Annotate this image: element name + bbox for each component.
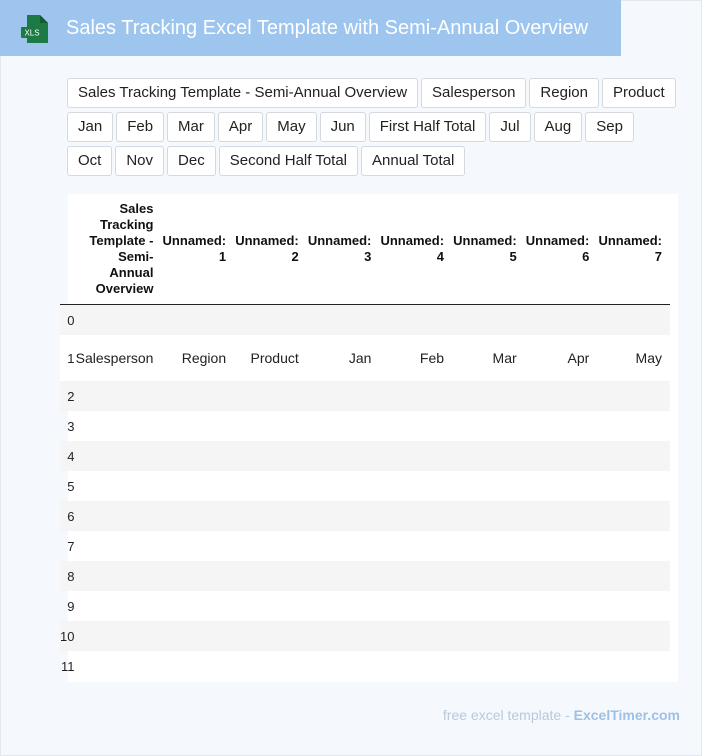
table-cell — [525, 531, 598, 561]
table-cell — [525, 561, 598, 591]
table-cell — [161, 621, 234, 651]
column-tag[interactable]: Sep — [585, 112, 634, 142]
table-cell — [379, 501, 452, 531]
page-header — [0, 0, 621, 56]
table-cell — [525, 621, 598, 651]
data-table — [60, 194, 670, 681]
table-row — [60, 411, 670, 441]
table-cell — [74, 381, 161, 411]
column-tag[interactable]: Second Half Total — [219, 146, 358, 176]
table-cell — [452, 305, 525, 336]
table-header-row — [60, 194, 670, 305]
table-cell — [307, 561, 380, 591]
row-index-cell: 4 — [60, 441, 74, 471]
table-cell — [379, 591, 452, 621]
table-cell — [74, 561, 161, 591]
table-cell — [161, 501, 234, 531]
column-header-cell: Unnamed: 6 — [525, 194, 598, 305]
table-cell: Salesperson — [74, 335, 161, 381]
table-cell — [307, 591, 380, 621]
row-index-cell: 8 — [60, 561, 74, 591]
table-cell — [452, 471, 525, 501]
table-cell — [452, 501, 525, 531]
table-row — [60, 471, 670, 501]
table-cell — [307, 305, 380, 336]
column-tag[interactable]: Salesperson — [421, 78, 526, 108]
table-cell: Product — [234, 335, 307, 381]
table-cell — [161, 441, 234, 471]
footer-brand-link[interactable]: ExcelTimer.com — [573, 707, 680, 723]
table-cell — [307, 651, 380, 681]
column-tag[interactable]: May — [266, 112, 316, 142]
column-tag[interactable]: Region — [529, 78, 599, 108]
table-row — [60, 531, 670, 561]
table-cell — [597, 531, 670, 561]
table-cell — [525, 441, 598, 471]
table-cell — [379, 561, 452, 591]
table-cell — [379, 381, 452, 411]
table-cell — [307, 381, 380, 411]
row-index-cell: 6 — [60, 501, 74, 531]
table-cell — [307, 531, 380, 561]
table-cell — [74, 621, 161, 651]
table-row — [60, 335, 670, 381]
table-cell — [379, 651, 452, 681]
table-cell — [234, 381, 307, 411]
table-cell — [525, 651, 598, 681]
table-cell — [597, 441, 670, 471]
table-cell — [161, 381, 234, 411]
table-cell — [74, 651, 161, 681]
table-cell — [379, 411, 452, 441]
column-tag[interactable]: Oct — [67, 146, 112, 176]
table-cell — [234, 561, 307, 591]
row-index-cell: 5 — [67, 478, 75, 494]
table-cell — [161, 651, 234, 681]
column-header-cell: Unnamed: 4 — [379, 194, 452, 305]
table-cell — [597, 381, 670, 411]
table-cell — [74, 591, 161, 621]
column-tag[interactable]: Aug — [534, 112, 583, 142]
table-cell — [452, 531, 525, 561]
column-tag[interactable]: Sales Tracking Template - Semi-Annual Overview — [67, 78, 418, 108]
table-cell — [74, 411, 161, 441]
column-header-cell: Unnamed: 5 — [452, 194, 525, 305]
table-cell — [525, 471, 598, 501]
table-cell — [452, 381, 525, 411]
column-header-cell: Unnamed: 7 — [597, 194, 670, 305]
column-tag[interactable]: Jun — [320, 112, 366, 142]
table-cell — [307, 441, 380, 471]
table-cell — [307, 411, 380, 441]
row-index-cell: 11 — [60, 658, 75, 674]
table-cell — [452, 561, 525, 591]
table-cell — [525, 381, 598, 411]
table-cell — [597, 561, 670, 591]
table-cell — [234, 651, 307, 681]
row-index-cell: 9 — [67, 598, 75, 614]
table-cell — [452, 441, 525, 471]
footer-text: free excel template - — [442, 707, 574, 723]
table-cell — [161, 411, 234, 441]
table-cell — [307, 471, 380, 501]
table-cell — [525, 305, 598, 336]
column-tag-list — [67, 78, 682, 180]
table-cell — [379, 621, 452, 651]
column-header-cell: Unnamed: 3 — [307, 194, 380, 305]
table-cell — [379, 471, 452, 501]
page-title: Sales Tracking Excel Template with Semi-Annual Overview — [66, 17, 589, 39]
table-cell — [452, 411, 525, 441]
xls-file-icon — [21, 14, 49, 44]
table-cell — [525, 501, 598, 531]
table-cell — [74, 441, 161, 471]
table-cell — [597, 305, 670, 336]
table-cell: Apr — [525, 335, 598, 381]
column-header-cell: Unnamed: 1 — [161, 194, 234, 305]
table-cell — [307, 621, 380, 651]
table-cell: Jan — [307, 335, 380, 381]
column-tag[interactable]: Jul — [489, 112, 530, 142]
table-cell — [452, 621, 525, 651]
table-cell — [234, 411, 307, 441]
column-tag[interactable]: Apr — [218, 112, 263, 142]
table-row — [60, 305, 670, 336]
table-cell: May — [597, 335, 670, 381]
column-tag[interactable]: Nov — [115, 146, 164, 176]
column-tag[interactable]: Product — [602, 78, 676, 108]
column-header-cell: Unnamed: 2 — [234, 194, 307, 305]
table-cell — [525, 591, 598, 621]
data-table-viewport — [60, 194, 678, 682]
column-tag[interactable]: Feb — [116, 112, 164, 142]
table-cell — [597, 471, 670, 501]
column-tag[interactable]: Jan — [67, 112, 113, 142]
table-cell — [234, 305, 307, 336]
table-cell — [74, 471, 161, 501]
table-row — [60, 441, 670, 471]
table-cell: Feb — [379, 335, 452, 381]
table-row — [60, 381, 670, 411]
table-cell — [74, 501, 161, 531]
column-tag[interactable]: Dec — [167, 146, 216, 176]
table-row — [60, 501, 670, 531]
xls-icon-text: XLS — [24, 28, 40, 38]
table-cell — [597, 501, 670, 531]
table-row — [60, 561, 670, 591]
table-cell — [379, 531, 452, 561]
column-tag[interactable]: Annual Total — [361, 146, 465, 176]
table-cell — [525, 411, 598, 441]
table-cell — [74, 305, 161, 336]
row-index-cell: 2 — [60, 381, 74, 411]
table-cell: Mar — [452, 335, 525, 381]
table-cell — [452, 591, 525, 621]
table-cell — [234, 621, 307, 651]
row-index-cell: 0 — [60, 305, 74, 336]
row-index-cell: 10 — [60, 621, 74, 651]
table-cell — [597, 411, 670, 441]
table-cell — [161, 591, 234, 621]
table-cell — [307, 501, 380, 531]
table-cell — [379, 305, 452, 336]
table-cell: Region — [161, 335, 234, 381]
row-index-cell: 3 — [67, 418, 75, 434]
row-index-cell: 7 — [67, 538, 75, 554]
table-cell — [161, 305, 234, 336]
table-cell — [597, 621, 670, 651]
table-cell — [74, 531, 161, 561]
table-cell — [161, 471, 234, 501]
row-index-cell: 1 — [60, 335, 74, 381]
index-header-cell — [60, 194, 74, 305]
table-row — [60, 621, 670, 651]
table-cell — [597, 651, 670, 681]
table-cell — [234, 531, 307, 561]
table-row — [60, 591, 670, 621]
table-cell — [379, 441, 452, 471]
table-cell — [234, 441, 307, 471]
column-tag[interactable]: Mar — [167, 112, 215, 142]
column-header-cell: Sales Tracking Template - Semi-Annual Overview — [74, 194, 161, 305]
table-cell — [161, 531, 234, 561]
table-cell — [597, 591, 670, 621]
table-cell — [234, 501, 307, 531]
table-cell — [234, 471, 307, 501]
column-tag[interactable]: First Half Total — [369, 112, 487, 142]
table-row — [60, 651, 670, 681]
table-cell — [161, 561, 234, 591]
footer — [443, 707, 680, 723]
table-cell — [452, 651, 525, 681]
table-cell — [234, 591, 307, 621]
